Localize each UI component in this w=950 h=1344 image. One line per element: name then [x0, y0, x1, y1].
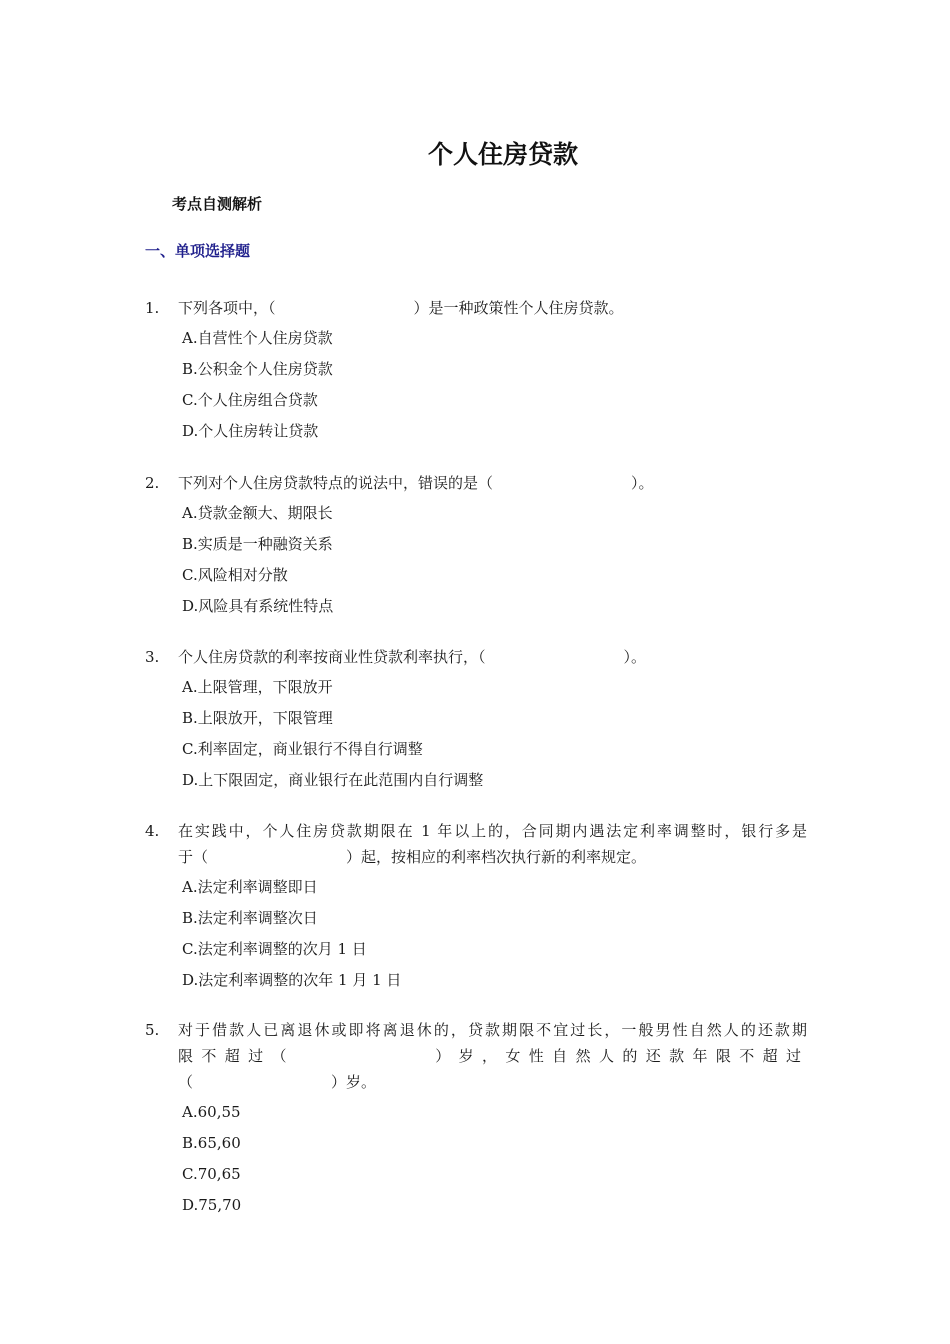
option-c: C.风险相对分散: [182, 566, 288, 584]
option-c: C.利率固定，商业银行不得自行调整: [182, 740, 423, 758]
option-a: A.自营性个人住房贷款: [182, 329, 333, 347]
question-stem: 下列各项中，（ ）是一种政策性个人住房贷款。: [178, 299, 624, 317]
question-stem: [178, 1017, 807, 1095]
question-number: 4.: [145, 822, 160, 840]
section-heading: 一、单项选择题: [145, 242, 251, 260]
question-stem: 个人住房贷款的利率按商业性贷款利率执行，（ ）。: [178, 648, 647, 666]
option-d: D.风险具有系统性特点: [182, 597, 334, 615]
option-b: B.上限放开，下限管理: [182, 709, 333, 727]
question-4: [145, 818, 807, 996]
option-b: B.实质是一种融资关系: [182, 535, 333, 553]
option-d: D.个人住房转让贷款: [182, 422, 319, 440]
question-3: [145, 644, 807, 796]
question-number: 1.: [145, 299, 160, 317]
option-c: C.法定利率调整的次月 1 日: [182, 940, 367, 958]
option-a: A.法定利率调整即日: [182, 878, 318, 896]
option-d: D.上下限固定，商业银行在此范围内自行调整: [182, 771, 484, 789]
option-d: D.75,70: [182, 1196, 242, 1214]
document-subtitle: 考点自测解析: [172, 195, 263, 213]
option-b: B.法定利率调整次日: [182, 909, 318, 927]
stem-line: （ ）岁。: [178, 1073, 377, 1091]
option-b: B.65,60: [182, 1134, 241, 1152]
question-1: [145, 295, 807, 447]
option-b: B.公积金个人住房贷款: [182, 360, 333, 378]
option-d: D.法定利率调整的次年 1 月 1 日: [182, 971, 402, 989]
question-stem: 下列对个人住房贷款特点的说法中，错误的是（ ）。: [178, 474, 654, 492]
question-number: 5.: [145, 1021, 160, 1039]
question-5: [145, 1017, 807, 1221]
option-c: C.70,65: [182, 1165, 241, 1183]
option-a: A.贷款金额大、期限长: [182, 504, 333, 522]
question-stem: [178, 818, 807, 870]
stem-line: 于（ ）起，按相应的利率档次执行新的利率规定。: [178, 848, 647, 866]
document-title: 个人住房贷款: [427, 140, 578, 169]
option-a: A.上限管理，下限放开: [182, 678, 333, 696]
stem-line: 在实践中，个人住房贷款期限在 1 年以上的，合同期内遇法定利率调整时，银行多是: [178, 822, 807, 840]
option-a: A.60,55: [182, 1103, 241, 1121]
stem-line: 限不超过（ ）岁，女性自然人的还款年限不超过: [178, 1047, 807, 1065]
question-number: 2.: [145, 474, 160, 492]
stem-line: 对于借款人已离退休或即将离退休的，贷款期限不宜过长，一般男性自然人的还款期: [178, 1021, 807, 1039]
option-c: C.个人住房组合贷款: [182, 391, 318, 409]
question-2: [145, 470, 807, 622]
question-number: 3.: [145, 648, 160, 666]
